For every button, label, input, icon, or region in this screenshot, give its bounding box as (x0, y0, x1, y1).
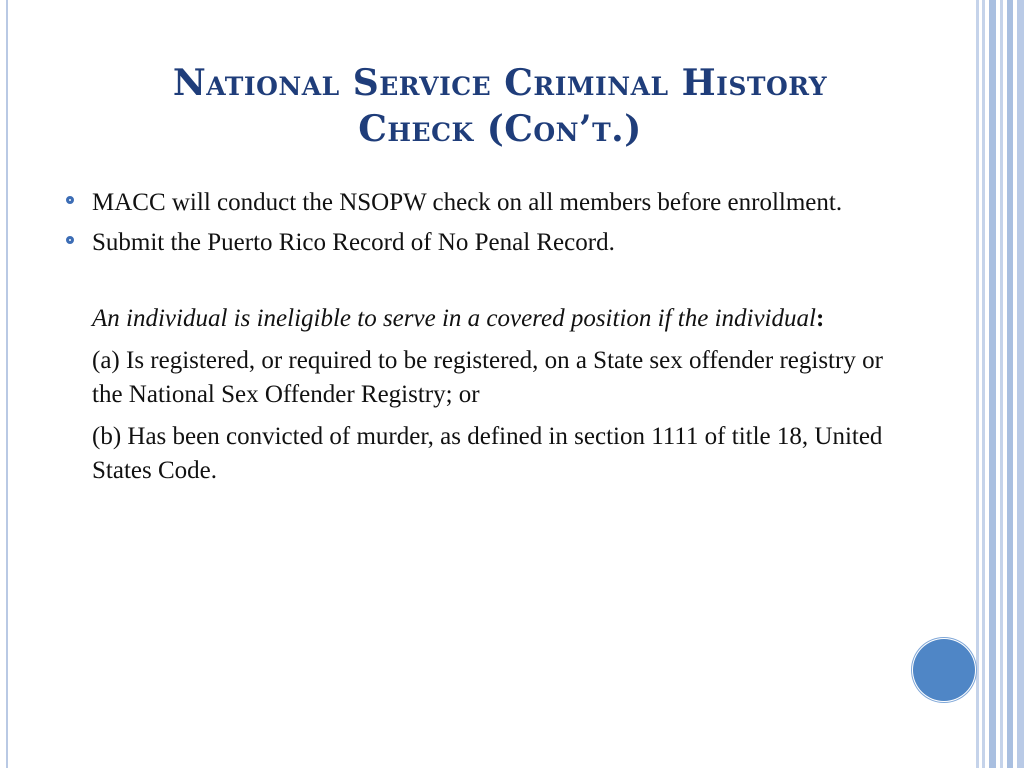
condition-a: (a) Is registered, or required to be registered, on a State sex offender registry or the National Sex Offender Registry; or (92, 347, 883, 408)
title-line-1: National Service Criminal History (172, 62, 828, 104)
title-line-2: Check (Con’t.) (358, 108, 642, 150)
slide-title (60, 60, 940, 152)
condition-b: (b) Has been convicted of murder, as defined in section 1111 of title 18, United States Code. (92, 423, 883, 484)
bullet-text: MACC will conduct the NSOPW check on all members before enrollment. (92, 189, 843, 216)
bullet-text: Submit the Puerto Rico Record of No Penal Record. (92, 229, 615, 256)
statement-text: An individual is ineligible to serve in a covered position if the individual (92, 305, 816, 332)
ineligibility-statement (92, 302, 892, 336)
bullet-ring-icon (66, 236, 74, 244)
stripe (989, 0, 996, 768)
decorative-circle (913, 639, 975, 701)
stripe (976, 0, 979, 768)
bullet-item (92, 226, 892, 260)
statement-colon: : (815, 305, 825, 332)
decorative-stripes (976, 0, 1024, 768)
slide-body (92, 186, 892, 496)
stripe (982, 0, 985, 768)
stripe (1017, 0, 1024, 768)
spacer (92, 266, 892, 302)
left-border-line (6, 0, 8, 768)
bullet-ring-icon (66, 196, 74, 204)
stripe (1000, 0, 1003, 768)
bullet-item (92, 186, 892, 220)
stripe (1007, 0, 1013, 768)
